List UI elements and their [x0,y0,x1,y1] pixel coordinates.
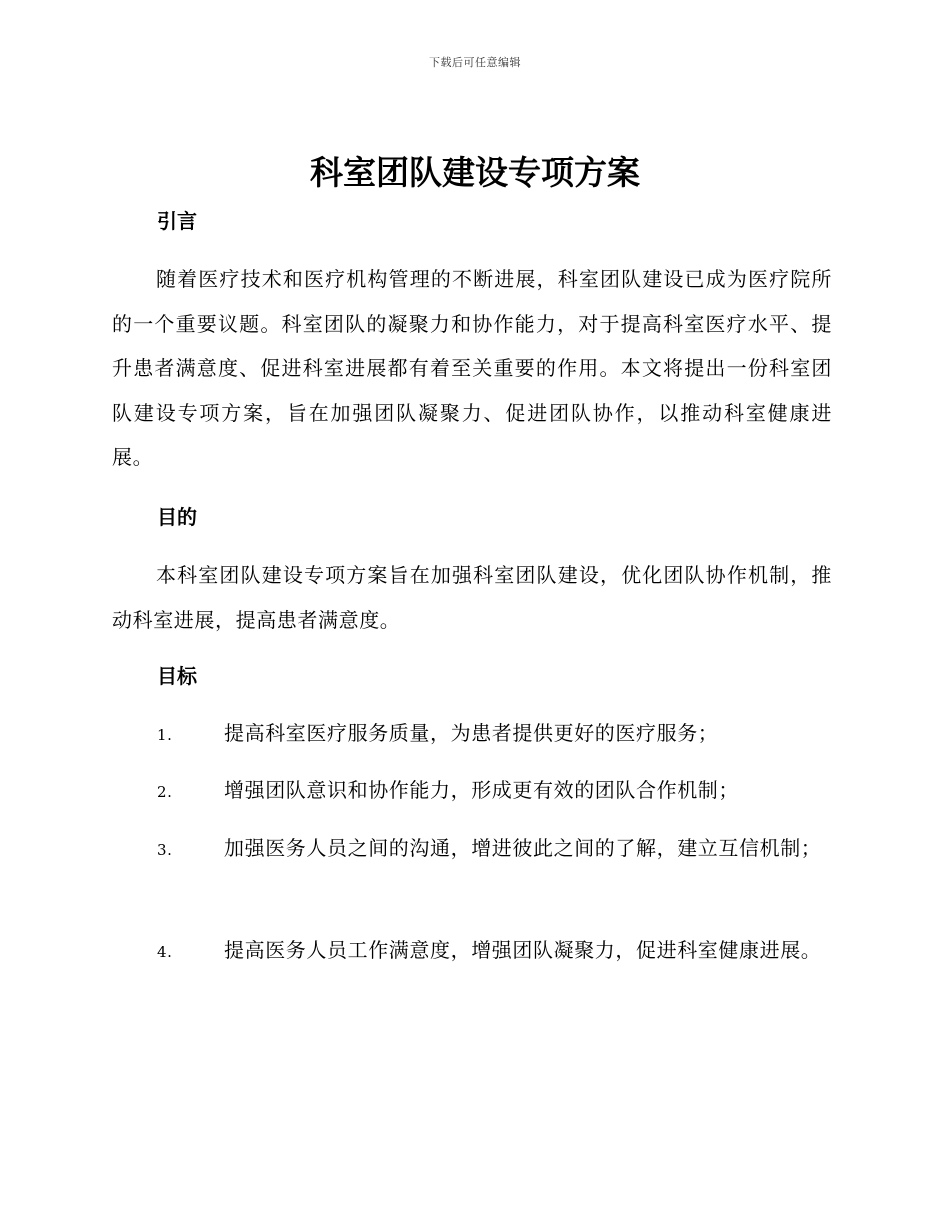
goal-list-item [112,768,832,815]
goal-number: 4. [157,943,173,961]
goal-list-item [112,826,832,873]
goal-number: 1. [157,726,173,744]
section-heading-intro: 引言 [157,209,197,233]
goal-number: 3. [157,841,173,859]
goal-list-item [112,928,832,975]
document-title: 科室团队建设专项方案 [310,153,640,192]
goal-text: 加强医务人员之间的沟通，增进彼此之间的了解，建立互信机制； [224,836,822,860]
intro-paragraph: 随着医疗技术和医疗机构管理的不断进展，科室团队建设已成为医疗院所的一个重要议题。科室团队的凝聚力和协作能力，对于提高科室医疗水平、提升患者满意度、促进科室进展都有着至关重要的作用。本文将提出一份科室团队建设专项方案，旨在加强团队凝聚力、促进团队协作，以推动科室健康进展。 [112,267,832,469]
goal-text: 增强团队意识和协作能力，形成更有效的团队合作机制； [224,778,739,802]
goal-list-item [112,711,832,758]
purpose-paragraph: 本科室团队建设专项方案旨在加强科室团队建设，优化团队协作机制，推动科室进展，提高患者满意度。 [112,563,832,632]
section-heading-goals: 目标 [157,664,197,688]
page-header-note: 下载后可任意编辑 [429,56,521,69]
goal-text: 提高科室医疗服务质量，为患者提供更好的医疗服务； [224,721,719,745]
goal-text: 提高医务人员工作满意度，增强团队凝聚力，促进科室健康进展。 [224,938,822,962]
goal-number: 2. [157,783,173,801]
section-heading-purpose: 目的 [157,505,197,529]
